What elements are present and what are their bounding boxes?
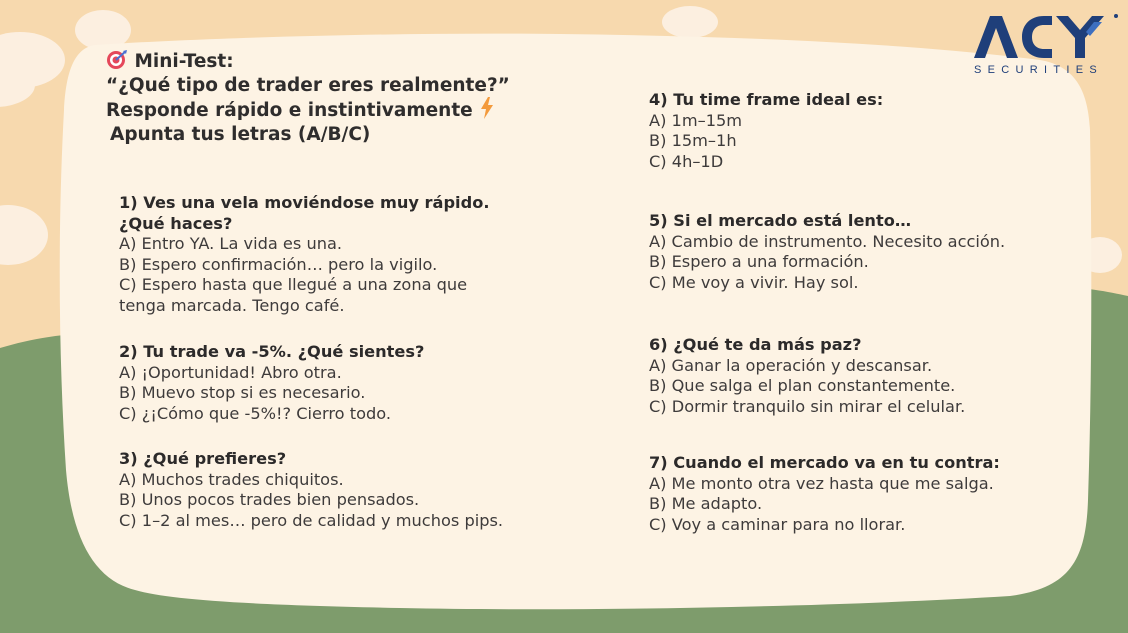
- question-1: [119, 193, 489, 316]
- question-title: 7) Cuando el mercado va en tu contra:: [649, 453, 1000, 472]
- question-4: [649, 90, 883, 172]
- option-a: A) Me monto otra vez hasta que me salga.: [649, 473, 994, 493]
- option-c: C) 4h–1D: [649, 151, 724, 171]
- option-c: C) Dormir tranquilo sin mirar el celular.: [649, 396, 966, 416]
- option-b: B) Que salga el plan constantemente.: [649, 376, 956, 395]
- option-b: B) Me adapto.: [649, 494, 763, 513]
- option-c: C) Espero hasta que llegué a una zona que: [119, 275, 468, 294]
- question-7: [649, 453, 1000, 535]
- question-title: 2) Tu trade va -5%. ¿Qué sientes?: [119, 342, 425, 361]
- option-c: C) Voy a caminar para no llorar.: [649, 514, 906, 534]
- option-a: A) Cambio de instrumento. Necesito acción.: [649, 231, 1006, 251]
- option-c: C) Me voy a vivir. Hay sol.: [649, 272, 859, 292]
- option-a: A) Ganar la operación y descansar.: [649, 355, 933, 375]
- option-b: B) Muevo stop si es necesario.: [119, 383, 366, 402]
- question-title: 6) ¿Qué te da más paz?: [649, 335, 862, 354]
- option-a: A) Muchos trades chiquitos.: [119, 469, 344, 489]
- option-c-continued: tenga marcada. Tengo café.: [119, 295, 345, 315]
- question-title: 5) Si el mercado está lento…: [649, 211, 912, 230]
- question-title: 4) Tu time frame ideal es:: [649, 90, 884, 109]
- option-b: B) 15m–1h: [649, 131, 737, 150]
- question-5: [649, 211, 1005, 293]
- question-title: 1) Ves una vela moviéndose muy rápido.: [119, 193, 490, 212]
- option-b: B) Unos pocos trades bien pensados.: [119, 490, 420, 509]
- logo-subtitle: SECURITIES: [974, 64, 1104, 76]
- lightning-icon: [479, 97, 495, 119]
- question-title: 3) ¿Qué prefieres?: [119, 449, 287, 468]
- title-line-2: “¿Qué tipo de trader eres realmente?”: [106, 74, 510, 96]
- option-b: B) Espero a una formación.: [649, 252, 869, 271]
- question-6: [649, 335, 965, 417]
- option-a: A) ¡Oportunidad! Abro otra.: [119, 362, 342, 382]
- option-a: A) Entro YA. La vida es una.: [119, 234, 343, 253]
- title-line-4: Apunta tus letras (A/B/C): [110, 123, 371, 145]
- question-title: ¿Qué haces?: [119, 213, 233, 233]
- page-title: [106, 50, 510, 146]
- title-line-1: Mini-Test:: [134, 51, 234, 72]
- target-icon: [106, 50, 128, 70]
- option-c: C) ¿¡Cómo que -5%!? Cierro todo.: [119, 403, 392, 423]
- title-line-3: Responde rápido e instintivamente: [106, 100, 473, 121]
- option-c: C) 1–2 al mes… pero de calidad y muchos pips.: [119, 510, 504, 530]
- option-a: A) 1m–15m: [649, 110, 743, 130]
- question-2: [119, 342, 424, 424]
- option-b: B) Espero confirmación… pero la vigilo.: [119, 254, 438, 274]
- question-3: [119, 449, 503, 531]
